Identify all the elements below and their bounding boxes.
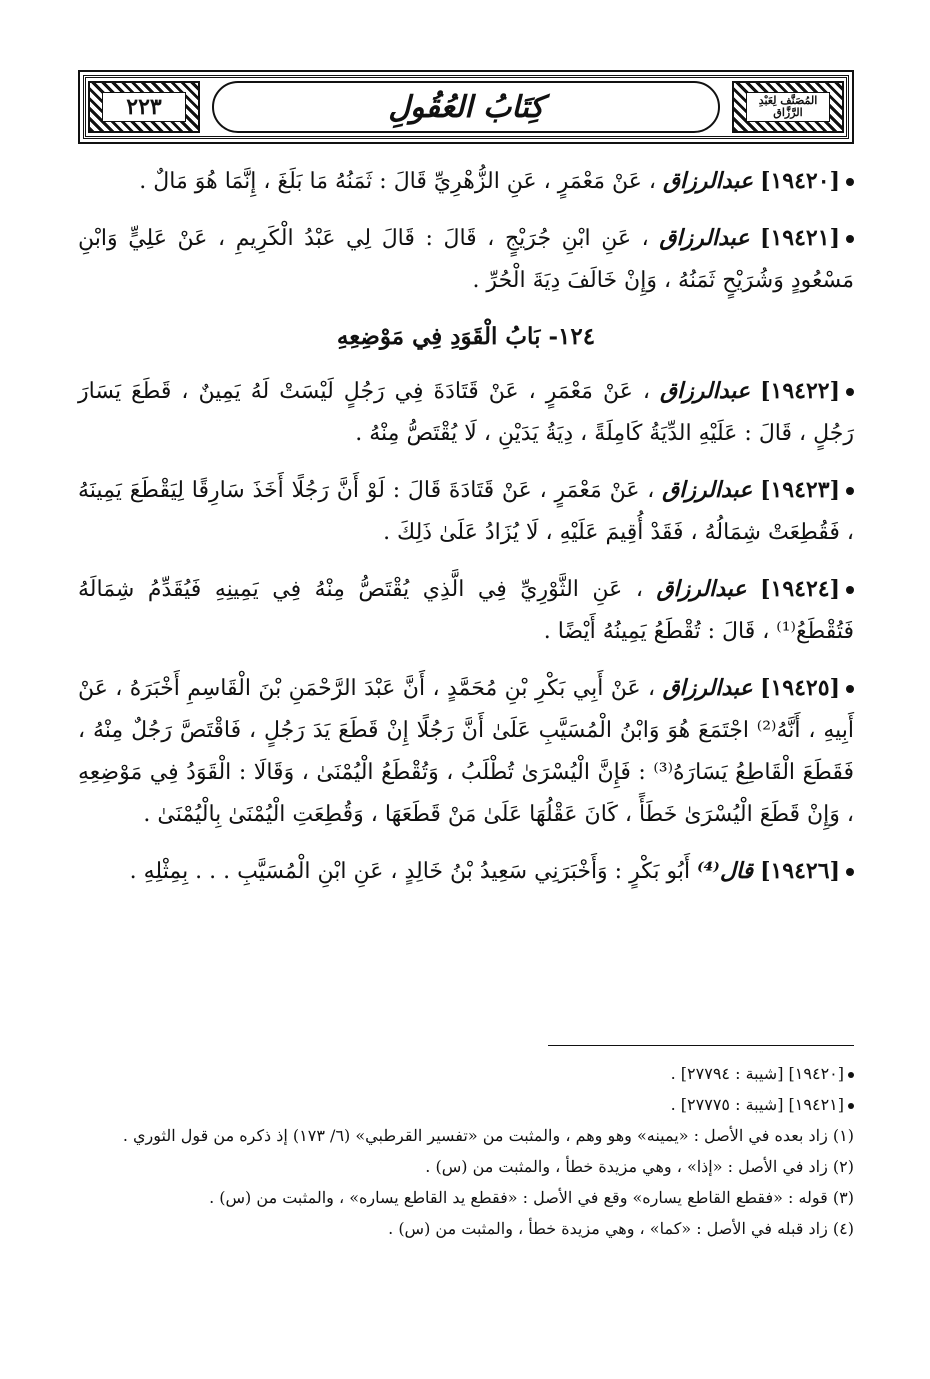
page-number-box <box>88 81 200 133</box>
hadith-entry <box>78 568 854 653</box>
reference-text: [١٩٤٢١] [شيبة : ٢٧٧٧٥] . <box>670 1095 844 1114</box>
footnote: (٤) زاد قبله في الأصل : «كما» ، وهي مزيدة خطأ ، والمثبت من (س) . <box>388 1219 854 1238</box>
page-number: ٢٢٣ <box>102 92 186 122</box>
bullet-icon <box>848 1103 854 1109</box>
reference-text: [١٩٤٢٠] [شيبة : ٢٧٧٩٤] . <box>670 1064 844 1083</box>
bullet-icon <box>846 235 854 243</box>
bullet-icon <box>846 868 854 876</box>
reference-line <box>78 1089 854 1120</box>
entry-text: ، عَنْ مَعْمَرٍ ، عَنِ الزُّهْرِيِّ قَالَ : ثَمَنُهُ مَا بَلَغَ ، إِنَّمَا هُوَ مَالٌ . <box>139 169 656 194</box>
bullet-icon <box>846 586 854 594</box>
page-header <box>78 70 854 144</box>
main-text <box>78 160 854 907</box>
narrator: عبدالرزاق <box>656 576 747 602</box>
narrator: عبدالرزاق <box>662 168 754 194</box>
emblem-box <box>732 81 844 133</box>
bullet-icon <box>846 388 854 396</box>
entry-text: ، عَنْ مَعْمَرٍ ، عَنْ قَتَادَةَ قَالَ : لَوْ أَنَّ رَجُلًا أَخَذَ سَارِقًا لِيَقْطَعَ يَمِينَهُ ، فَقُطِعَتْ شِمَالُهُ ، فَقَدْ أُقِيمَ عَلَيْهِ ، لَا يُزَادُ عَلَىٰ ذَلِكَ . <box>78 478 854 545</box>
narrator: عبدالرزاق <box>659 225 750 251</box>
footnote: (١) زاد بعده في الأصل : «يمينه» وهو وهم ، والمثبت من «تفسير القرطبي» (٦/ ١٧٣) إذ ذكره من قول الثوري . <box>122 1126 854 1145</box>
narrator: عبدالرزاق <box>659 378 751 404</box>
entry-number: [١٩٤٢٠] <box>760 168 840 194</box>
hadith-entry <box>78 160 854 203</box>
hadith-entry <box>78 850 854 893</box>
entry-number: [١٩٤٢٢] <box>760 378 841 404</box>
reference-line <box>78 1058 854 1089</box>
narrator: عبدالرزاق <box>662 675 753 701</box>
footnote-divider <box>548 1045 854 1046</box>
entry-text: ، عَنْ مَعْمَرٍ ، عَنْ قَتَادَةَ فِي رَجُلٍ لَيْسَتْ لَهُ يَمِينٌ ، قَطَعَ يَسَارَ رَجُلٍ ، قَالَ : عَلَيْهِ الدِّيَةُ كَامِلَةً ، دِيَةُ يَدَيْنِ ، لَا يُقْتَصُّ مِنْهُ . <box>78 379 854 446</box>
bullet-icon <box>846 685 854 693</box>
hadith-entry <box>78 469 854 554</box>
entry-text: أَبُو بَكْرٍ : وَأَخْبَرَنِي سَعِيدُ بْنُ خَالِدٍ ، عَنِ ابْنِ الْمُسَيَّبِ . . . بِمِثْلِهِ . <box>129 859 691 884</box>
bullet-icon <box>846 487 854 495</box>
entry-text: ، عَنِ الثَّوْرِيِّ فِي الَّذِي يُقْتَصُّ مِنْهُ فِي يَمِينِهِ فَيُقَدِّمُ شِمَالَهُ فَتُقْطَعُ⁽¹⁾ ، قَالَ : تُقْطَعُ يَمِينُهُ أَيْضًا . <box>78 577 854 644</box>
section-title: ١٢٤- بَابُ الْقَوَدِ فِي مَوْضِعِهِ <box>336 323 596 350</box>
narrator: عبدالرزاق <box>662 477 753 503</box>
footnote: (٢) زاد في الأصل : «إذا» ، وهي مزيدة خطأ ، والمثبت من (س) . <box>425 1157 854 1176</box>
bullet-icon <box>846 178 854 186</box>
entry-text: ، عَنْ أَبِي بَكْرِ بْنِ مُحَمَّدٍ ، أَنَّ عَبْدَ الرَّحْمَنِ بْنَ الْقَاسِمِ أَخْبَرَهُ ، عَنْ أَبِيهِ ، أَنَّهُ⁽²⁾ اجْتَمَعَ هُوَ وَابْنُ الْمُسَيَّبِ عَلَىٰ أَنَّ رَجُلًا إِنْ قَطَعَ يَدَ رَجُلٍ ، فَاقْتَصَّ رَجُلٌ مِنْهُ ، فَقَطَعَ الْقَاطِعُ يَسَارَهُ⁽³⁾ : فَإِنَّ الْيُسْرَىٰ تُطْلَبُ ، وَتُقْطَعُ الْيُمْنَىٰ ، وَقَالَا : الْقَوَدُ فِي مَوْضِعِهِ ، وَإِنْ قَطَعَ الْيُسْرَىٰ خَطَأً ، كَانَ عَقْلُهَا عَلَىٰ مَنْ قَطَعَهَا ، وَقُطِعَتِ الْيُمْنَىٰ بِالْيُمْنَىٰ . <box>78 676 854 827</box>
entry-number: [١٩٤٢٥] <box>760 675 840 701</box>
emblem-logo: المُصَنَّف لِعَبْدِ الرَّزَّاق <box>746 92 830 122</box>
hadith-entry <box>78 217 854 302</box>
footnotes <box>78 1058 854 1244</box>
entry-number: [١٩٤٢٣] <box>760 477 840 503</box>
hadith-entry <box>78 667 854 836</box>
entry-number: [١٩٤٢٦] <box>760 858 840 884</box>
narrator: قال⁽⁴⁾ <box>697 858 754 884</box>
entry-number: [١٩٤٢١] <box>760 225 840 251</box>
entry-text: ، عَنِ ابْنِ جُرَيْجٍ ، قَالَ : قَالَ لِي عَبْدُ الْكَرِيمِ ، عَنْ عَلِيٍّ وَابْنِ مَسْعُودٍ وَشُرَيْحٍ ثَمَنُهُ ، وَإِنْ خَالَفَ دِيَةَ الْحُرِّ . <box>78 226 854 293</box>
hadith-entry <box>78 370 854 455</box>
book-title: كِتَابُ العُقُولِ <box>212 81 720 133</box>
entry-number: [١٩٤٢٤] <box>760 576 841 602</box>
bullet-icon <box>848 1072 854 1078</box>
footnote: (٣) قوله : «فقطع القاطع يساره» وقع في الأصل : «فقطع يد القاطع يساره» ، والمثبت من (س) . <box>209 1188 854 1207</box>
